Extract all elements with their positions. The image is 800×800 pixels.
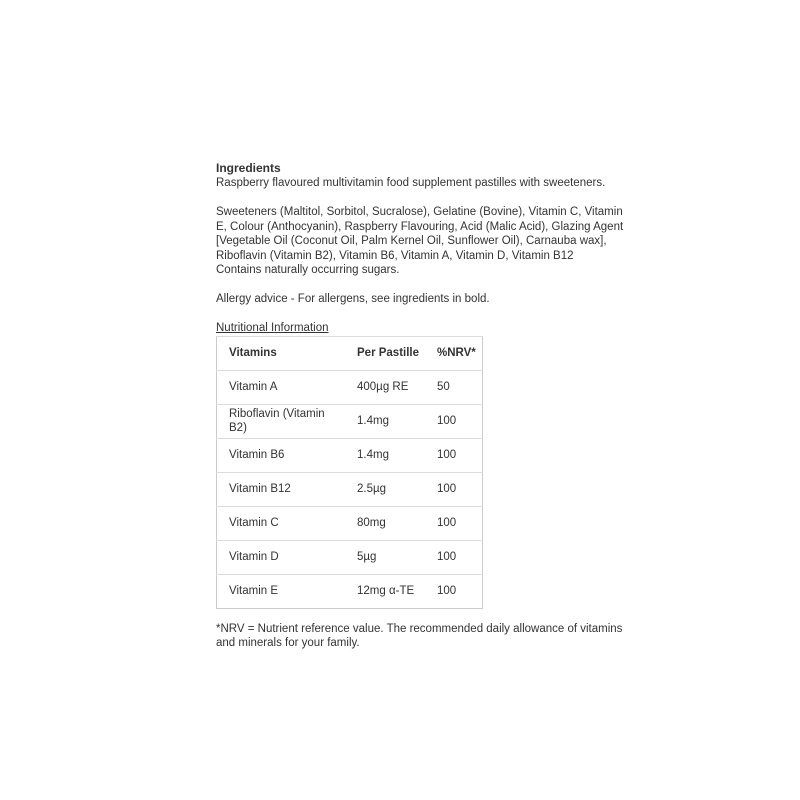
vitamin-name: Riboflavin (Vitamin B2) <box>217 404 346 438</box>
per-pastille: 400µg RE <box>345 370 425 404</box>
ingredients-line: E, Colour (Anthocyanin), Raspberry Flavouring, Acid (Malic Acid), Glazing Agent <box>216 220 624 233</box>
vitamin-name: Vitamin D <box>217 540 346 574</box>
footnote-line: *NRV = Nutrient reference value. The recommended daily allowance of vitamins <box>216 622 623 635</box>
nrv: 100 <box>425 404 483 438</box>
nrv: 100 <box>425 506 483 540</box>
nutrition-title: Nutritional Information <box>216 322 329 334</box>
nrv: 100 <box>425 574 483 608</box>
header-vitamins: Vitamins <box>217 336 346 370</box>
per-pastille: 2.5µg <box>345 472 425 506</box>
table-row <box>217 506 483 540</box>
vitamin-name: Vitamin B12 <box>217 472 346 506</box>
nrv: 50 <box>425 370 483 404</box>
nrv-footnote <box>216 622 636 651</box>
ingredients-line: [Vegetable Oil (Coconut Oil, Palm Kernel Oil, Sunflower Oil), Carnauba wax], <box>216 235 607 247</box>
per-pastille: 12mg α-TE <box>345 574 425 608</box>
footnote-line: and minerals for your family. <box>216 637 360 649</box>
table-row <box>217 574 483 608</box>
table-row <box>217 472 483 506</box>
table-row <box>217 438 483 472</box>
per-pastille: 1.4mg <box>345 438 425 472</box>
header-nrv: %NRV* <box>425 336 483 370</box>
ingredients-document <box>216 161 636 651</box>
table-row <box>217 540 483 574</box>
table-row <box>217 370 483 404</box>
nrv: 100 <box>425 472 483 506</box>
per-pastille: 5µg <box>345 540 425 574</box>
ingredients-heading: Ingredients <box>216 161 281 175</box>
per-pastille: 1.4mg <box>345 404 425 438</box>
ingredients-list <box>216 205 636 278</box>
vitamin-name: Vitamin A <box>217 370 346 404</box>
ingredients-line: Riboflavin (Vitamin B2), Vitamin B6, Vitamin A, Vitamin D, Vitamin B12 <box>216 249 574 262</box>
header-per-pastille: Per Pastille <box>345 336 425 370</box>
table-row <box>217 404 483 438</box>
table-header-row <box>217 336 483 370</box>
nrv: 100 <box>425 540 483 574</box>
nrv: 100 <box>425 438 483 472</box>
ingredients-line: Contains naturally occurring sugars. <box>216 264 400 276</box>
nutrition-table <box>216 336 483 609</box>
product-description: Raspberry flavoured multivitamin food supplement pastilles with sweeteners. <box>216 177 606 189</box>
vitamin-name: Vitamin C <box>217 506 346 540</box>
allergy-advice: Allergy advice - For allergens, see ingredients in bold. <box>216 293 490 305</box>
ingredients-line: Sweeteners (Maltitol, Sorbitol, Sucralose), Gelatine (Bovine), Vitamin C, Vitamin <box>216 206 623 218</box>
per-pastille: 80mg <box>345 506 425 540</box>
vitamin-name: Vitamin B6 <box>217 438 346 472</box>
vitamin-name: Vitamin E <box>217 574 346 608</box>
